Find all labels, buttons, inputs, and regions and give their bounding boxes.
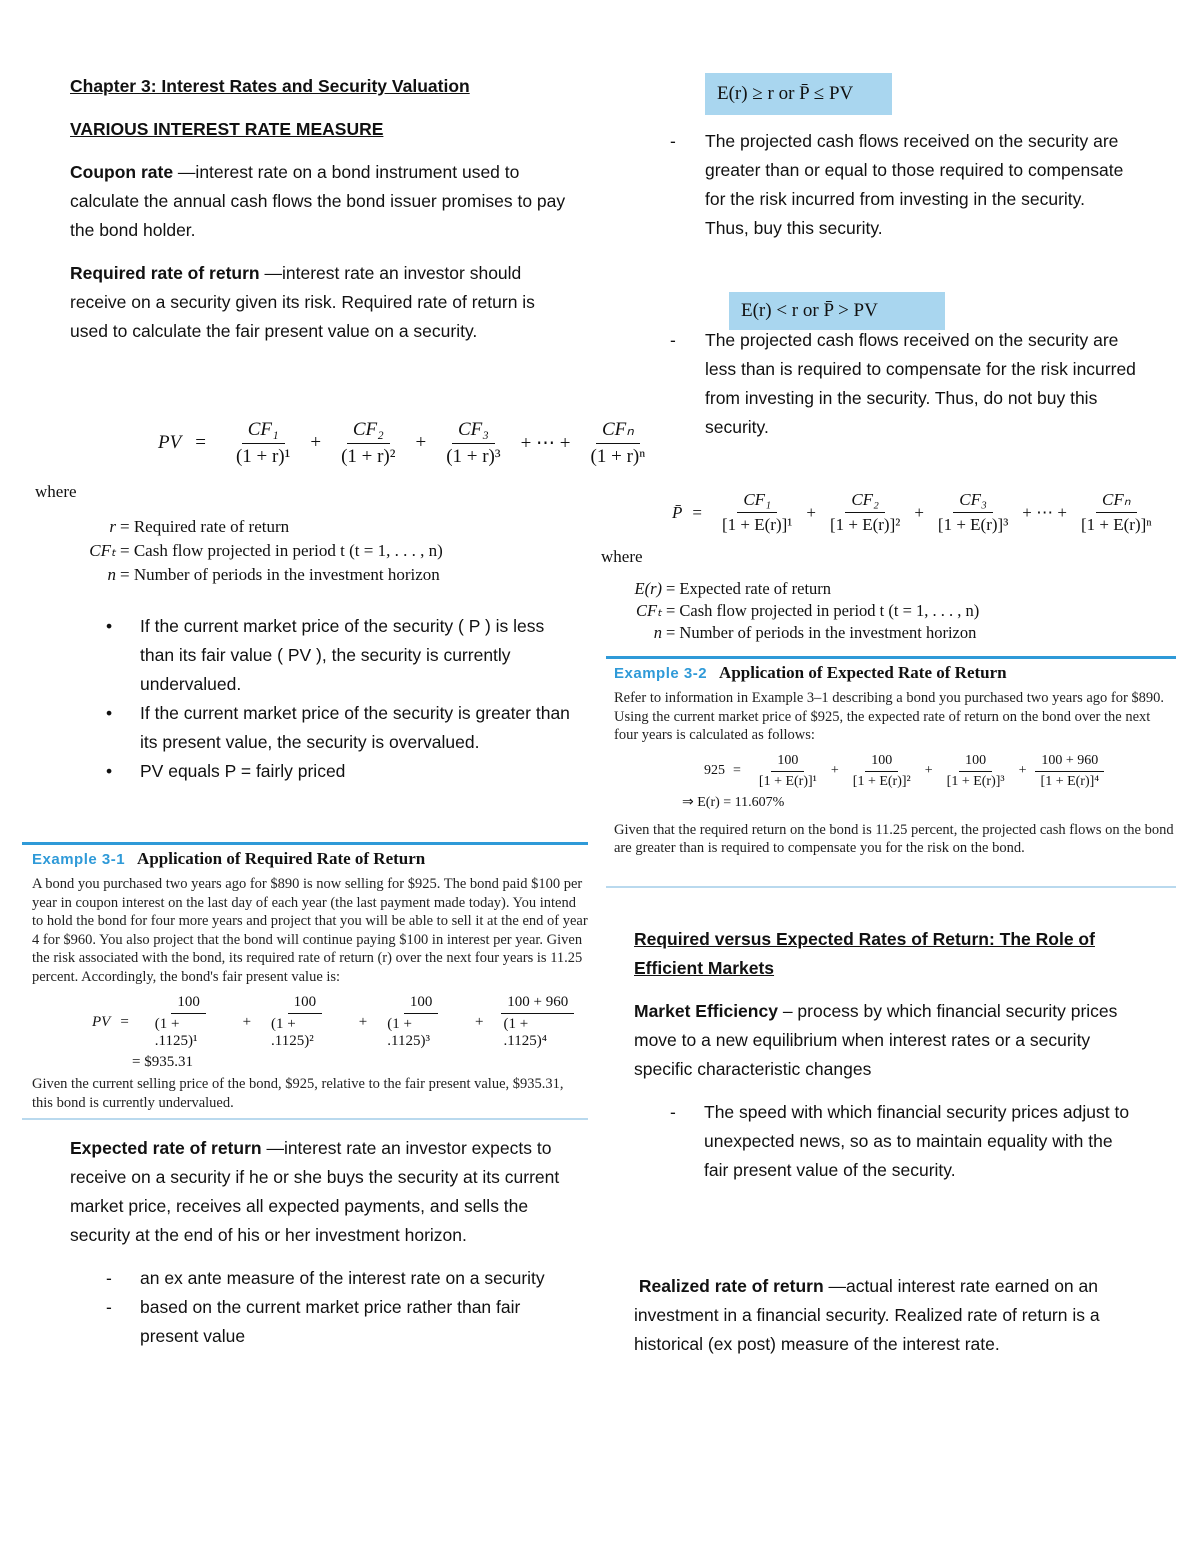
required-rate-definition: Required rate of return —interest rate an investor should receive on a security given its risk. Required rate of return is used to calculate the fair present value on a security. [70,263,535,341]
market-efficiency-points [634,1098,1134,1185]
buy-condition-text [670,127,1130,243]
list-item: - The projected cash flows received on the security are less than is required to compensate for the risk incurred from investing in the security. Thus, do not buy this security. [670,330,1136,437]
do-not-buy-condition-text [670,326,1140,442]
definition-row: E(r) = Expected rate of return [634,579,832,598]
expected-rate-definition: Expected rate of return —interest rate an investor expects to receive on a security if he or she buys the security at its current market price, receives all expected payments, and sells the security at the end of his or her investment horizon. [70,1138,560,1245]
definition-row: CFₜ = Cash flow projected in period t (t = 1, . . . , n) [89,541,443,560]
list-item: • If the current market price of the security ( P ) is less than its fair value ( PV ), the security is currently undervalued. [106,616,545,694]
market-efficiency-definition: Market Efficiency – process by which financial security prices move to a new equilibrium when interest rates or a security specific characteristic changes [634,1001,1118,1079]
pbar-definitions [596,578,979,644]
pv-term-n: $\frac{\text{CFₙ}}{\text{(1 + r)ⁿ}}$ [590,419,646,467]
efficient-markets-section [634,925,1134,1185]
left-column [70,72,570,346]
realized-rate-term: Realized rate of return [638,1276,824,1296]
example-3-2-header: Example 3-2 Application of Expected Rate of Return [614,663,1007,682]
list-item: - based on the current market price rather than fair present value [106,1297,521,1346]
example-3-1-result: = $935.31 [132,1054,193,1070]
example-3-1-conclusion: Given the current selling price of the bond, $925, relative to the fair present value, $935.31, this bond is currently undervalued. [32,1076,564,1111]
example-3-1-formula: PV = $\frac{100}{\text{(1 + .1125)¹}}$ + $\frac{100}{\text{(1 + .1125)²}}$ + $\frac{100}{\text{(1 + .1125)³}}$ + $\frac{100 + 960}{\text{(1 + .1125)⁴}}$ [92,994,588,1050]
expected-rate-points [70,1264,570,1351]
expected-rate-term: Expected rate of return [70,1138,262,1158]
pv-definitions [50,515,443,587]
realized-rate-definition: Realized rate of return —actual interest rate earned on an investment in a financial security. Realized rate of return is a historical (ex post) measure of the interest rate. [634,1276,1100,1354]
section-heading: VARIOUS INTEREST RATE MEASURE [70,119,384,139]
pv-formula-eq: = [195,432,206,453]
list-item: - The projected cash flows received on the security are greater than or equal to those required to compensate for the risk incurred from investing in the security. Thus, buy this security. [670,131,1124,238]
example-3-2 [606,656,1176,888]
where-label: where [35,482,77,501]
market-efficiency-term: Market Efficiency [634,1001,778,1021]
pv-term-3: $\frac{\text{CF₃}}{\text{(1 + r)³}}$ [446,418,501,467]
do-not-buy-condition-box: E(r) < r or P̄ > PV [729,292,945,330]
definition-row: n = Number of periods in the investment horizon [107,565,440,584]
coupon-rate-term: Coupon rate [70,162,174,182]
list-item: • If the current market price of the security is greater than its present value, the security is overvalued. [106,703,570,752]
realized-rate-section [634,1272,1134,1359]
where-label-2: where [601,547,643,566]
coupon-rate-definition: Coupon rate —interest rate on a bond instrument used to calculate the annual cash flows the bond issuer promises to pay the bond holder. [70,162,566,240]
buy-condition-box: E(r) ≥ r or P̄ ≤ PV [705,73,892,115]
definition-row: r = Required rate of return [109,517,290,536]
pv-formula-lhs: PV [158,432,182,453]
pv-formula: PV = $\frac{\text{CF₁}}{\text{(1 + r)¹}}$ + $\frac{\text{CF₂}}{\text{(1 + r)²}}$ + $\frac{\text{CF₃}}{\text{(1 + r)³}}$ + ⋯ + $\frac{\text{CFₙ}}{\text{(1 + r)ⁿ}}$ [158,418,661,468]
example-3-2-result: ⇒ E(r) = 11.607% [682,794,785,810]
example-3-2-conclusion: Given that the required return on the bond is 11.25 percent, the projected cash flows on the bond are greater than is required to compensate you for the risk on the bond. [614,821,1174,856]
example-3-1 [22,842,588,1120]
required-rate-term: Required rate of return [70,263,260,283]
list-item: - The speed with which financial security prices adjust to unexpected news, so as to maintain equality with the fair present value of the security. [670,1102,1130,1180]
efficient-markets-heading: Required versus Expected Rates of Return: The Role of Efficient Markets [634,929,1095,978]
pv-term-2: $\frac{\text{CF₂}}{\text{(1 + r)²}}$ [341,418,396,467]
valuation-bullets [70,612,580,786]
list-item: - an ex ante measure of the interest rate on a security [106,1268,545,1288]
definition-row: CFₜ = Cash flow projected in period t (t = 1, . . . , n) [636,601,980,620]
example-3-2-formula: 925 = $\frac{100}{\text{[1 + E(r)]¹}}$ + $\frac{100}{\text{[1 + E(r)]²}}$ + $\frac{100}{\text{[1 + E(r)]³}}$ + $\frac{100 + 960}{\text{[1 + E(r)]⁴}}$ [704,753,1176,790]
chapter-title: Chapter 3: Interest Rates and Security Valuation [70,76,470,96]
example-3-1-header: Example 3-1 Application of Required Rate of Return [32,849,426,868]
pv-term-1: $\frac{\text{CF₁}}{\text{(1 + r)¹}}$ [235,418,291,467]
definition-row: n = Number of periods in the investment horizon [653,623,977,642]
example-3-2-text: Refer to information in Example 3–1 describing a bond you purchased two years ago for $890. Using the current market price of $925, the expected rate of return on the bond over the next four years is calculated as follows: [614,690,1165,743]
example-3-1-text: A bond you purchased two years ago for $890 is now selling for $925. The bond paid $100 per year in coupon interest on the last day of each year (the last payment made today). You intend to hold the bond for four more years and project that you will be able to sell it at the end of year 4 for $960. You also project that the bond will continue paying $100 in interest per year. Given the risk associated with the bond, its required rate of return (r) over the next four years is 11.25 percent. Accordingly, the bond's fair present value is: [32,876,588,985]
list-item: • PV equals P = fairly priced [106,761,346,781]
pbar-formula: P̄ = $\frac{\text{CF₁}}{\text{[1 + E(r)]¹}}$ + $\frac{\text{CF₂}}{\text{[1 + E(r)]²}}$ + $\frac{\text{CF₃}}{\text{[1 + E(r)]³}}$ + ⋯ + $\frac{\text{CFₙ}}{\text{[1 + E(r)]ⁿ}}$ [672,490,1152,534]
expected-rate-section [70,1134,570,1351]
